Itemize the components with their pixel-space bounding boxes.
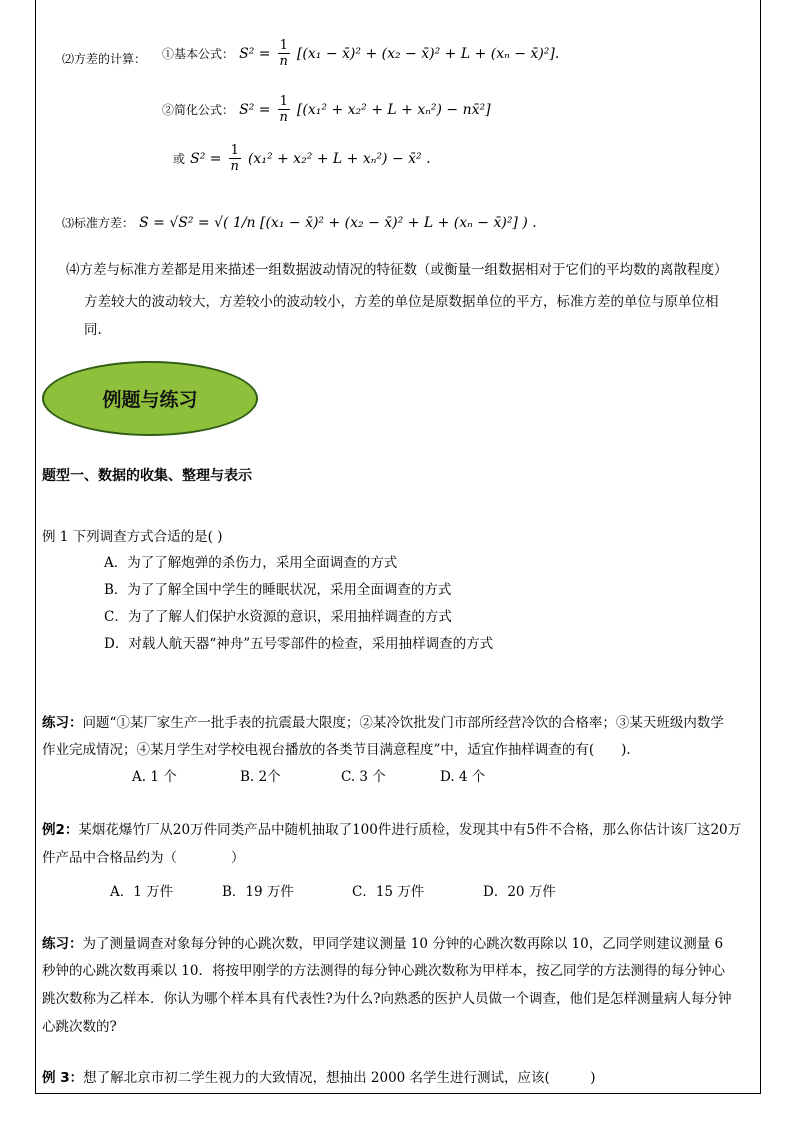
example3-text: 想了解北京市初二学生视力的大致情况，想抽出 2000 名学生进行测试，应该( ) — [83, 1070, 596, 1086]
practice1-text1: 问题“①某厂家生产一批手表的抗震最大限度；②某冷饮批发门市部所经营冷饮的合格率；③某天班级内数学 — [82, 715, 724, 731]
practice1-option-a: A. 1 个 — [132, 769, 177, 785]
topic-heading: 题型一、数据的收集、整理与表示 — [42, 468, 252, 484]
example1-option-a: A．为了了解炮弹的杀伤力，采用全面调查的方式 — [104, 555, 398, 571]
note4-line3: 同. — [84, 322, 102, 338]
practice2-line1 — [42, 932, 723, 952]
frac-denominator: n — [279, 110, 288, 125]
basic-formula-lhs: S² = — [239, 46, 271, 62]
practice1-line2: 作业完成情况；④某月学生对学校电视台播放的各类节目满意程度”中，适宜作抽样调查的有( ). — [42, 742, 631, 758]
frac-denominator: n — [279, 54, 288, 69]
simple-formula-label: ②简化公式： — [162, 103, 235, 117]
example1-option-b: B．为了了解全国中学生的睡眠状况，采用全面调查的方式 — [104, 582, 452, 598]
alt-formula-label: 或 — [173, 152, 186, 166]
note4-line1: ⑷方差与标准方差都是用来描述一组数据波动情况的特征数（或衡量一组数据相对于它们的平均数的离散程度） — [66, 262, 728, 278]
example2-label: 例2： — [42, 822, 79, 838]
example2-option-c: C．15 万件 — [352, 884, 425, 900]
simple-formula-row — [162, 94, 491, 125]
simple-formula-lhs: S² = — [239, 102, 271, 118]
practice2-label: 练习： — [42, 936, 83, 952]
basic-formula-fraction — [278, 38, 290, 69]
variance-label: ⑵方差的计算： — [62, 52, 147, 66]
std-formula: S = √S² = √( 1/n [(x₁ − x̄)² + (x₂ − x̄)² + L + (xₙ − x̄)²] ) . — [139, 215, 537, 231]
practice1-option-d: D. 4 个 — [440, 769, 486, 785]
std-label: ⑶标准方差： — [62, 216, 135, 230]
example1-question: 例 1 下列调查方式合适的是( ) — [42, 529, 223, 545]
example2-text1: 某烟花爆竹厂从20万件同类产品中随机抽取了100件进行质检，发现其中有5件不合格，那么你估计该厂这20万 — [78, 822, 742, 838]
frac-numerator: 1 — [279, 94, 288, 109]
practice1-label: 练习： — [42, 715, 83, 731]
alt-formula-fraction — [229, 143, 241, 174]
example1-option-c: C．为了了解人们保护水资源的意识，采用抽样调查的方式 — [104, 609, 452, 625]
practice1-option-b: B. 2个 — [240, 769, 281, 785]
alt-formula-row — [173, 143, 431, 174]
example2-line1 — [42, 818, 741, 838]
practice2-line4: 心跳次数的? — [42, 1019, 117, 1035]
frac-numerator: 1 — [230, 143, 239, 158]
basic-formula-row — [162, 38, 559, 69]
practice2-line3: 跳次数称为乙样本．你认为哪个样本具有代表性?为什么?向熟悉的医护人员做一个调查，他们是怎样测量病人每分钟 — [42, 991, 732, 1007]
frac-numerator: 1 — [279, 38, 288, 53]
example3-line — [42, 1066, 596, 1086]
example1-option-d: D．对载人航天器“神舟”五号零部件的检查，采用抽样调查的方式 — [104, 636, 494, 652]
simple-formula-fraction — [278, 94, 290, 125]
section-badge-label: 例题与练习 — [102, 389, 198, 411]
frac-denominator: n — [230, 159, 239, 174]
example2-option-a: A．1 万件 — [110, 884, 174, 900]
example2-line2: 件产品中合格品约为（ ） — [42, 850, 245, 866]
practice2-text1: 为了测量调查对象每分钟的心跳次数，甲同学建议测量 10 分钟的心跳次数再除以 10，乙同学则建议测量 6 — [82, 936, 724, 952]
example2-option-b: B．19 万件 — [222, 884, 294, 900]
section-badge — [42, 361, 258, 436]
alt-formula-rhs: (x₁² + x₂² + L + xₙ²) − x̄² . — [247, 151, 431, 167]
practice1-line1 — [42, 711, 724, 731]
practice1-option-c: C. 3 个 — [341, 769, 386, 785]
alt-formula-lhs: S² = — [190, 151, 222, 167]
basic-formula-rhs: [(x₁ − x̄)² + (x₂ − x̄)² + L + (xₙ − x̄)²]. — [296, 46, 560, 62]
std-row — [62, 212, 537, 231]
note4-line2: 方差较大的波动较大，方差较小的波动较小，方差的单位是原数据单位的平方，标准方差的单位与原单位相 — [84, 294, 719, 310]
basic-formula-label: ①基本公式： — [162, 47, 235, 61]
practice2-line2: 秒钟的心跳次数再乘以 10．将按甲刚学的方法测得的每分钟心跳次数称为甲样本，按乙同学的方法测得的每分钟心 — [42, 963, 725, 979]
example2-option-d: D．20 万件 — [483, 884, 556, 900]
example3-label: 例 3： — [42, 1070, 84, 1086]
simple-formula-rhs: [(x₁² + x₂² + L + xₙ²) − nx̄²] — [296, 102, 491, 118]
